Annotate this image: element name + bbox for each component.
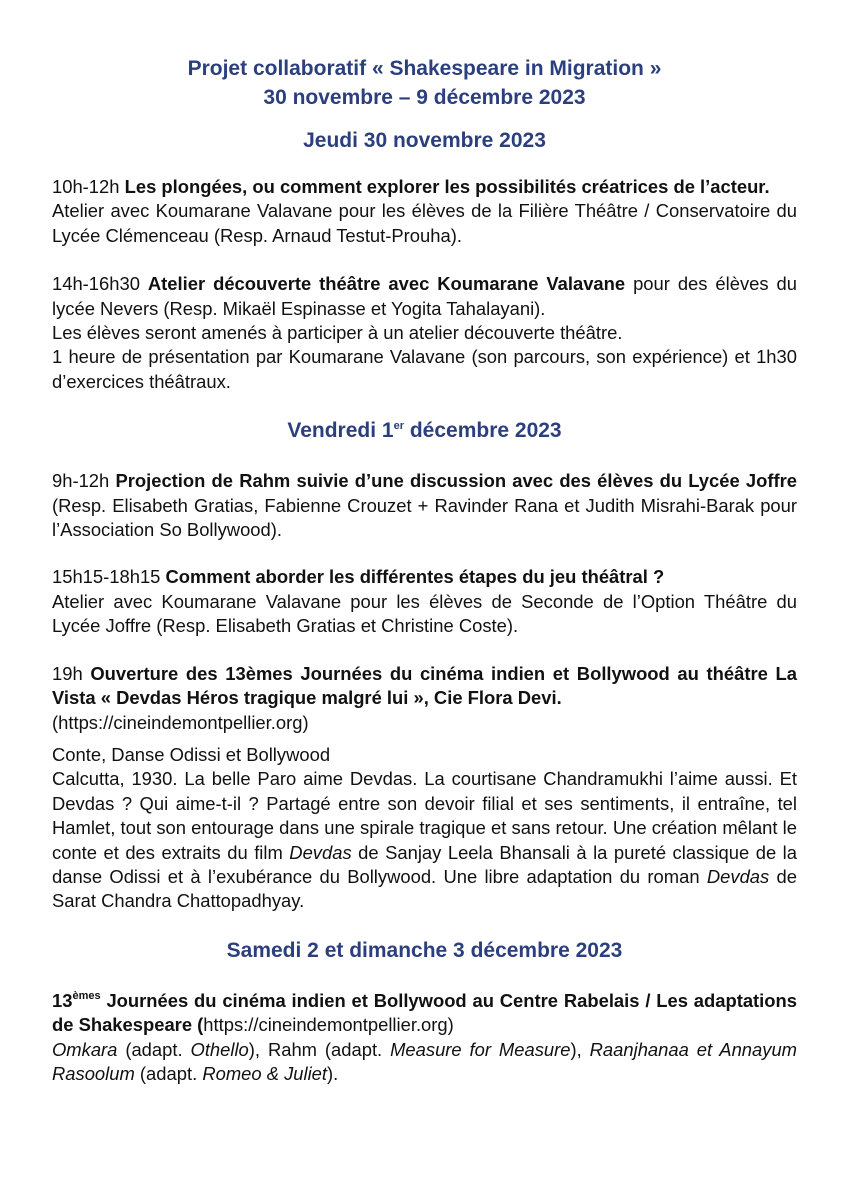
day-heading-thursday: Jeudi 30 novembre 2023	[303, 129, 546, 152]
website-link[interactable]: (https://cineindemontpellier.org)	[52, 711, 309, 733]
adaptation-note: ),	[570, 1038, 582, 1060]
event-thursday-morning	[52, 175, 797, 248]
play-title: Measure for Measure	[390, 1038, 571, 1060]
event-title: Comment aborder les différentes étapes du jeu théâtral ?	[165, 566, 665, 588]
event-description: Atelier avec Koumarane Valavane pour les élèves de Seconde de l’Option Théâtre du Lycée Joffre (Resp. Elisabeth Gratias et Christine Coste).	[52, 590, 797, 637]
adaptation-note: ), Rahm (adapt.	[248, 1038, 383, 1060]
event-friday-synopsis	[52, 743, 797, 914]
adaptation-note: (adapt.	[139, 1062, 198, 1084]
play-title: Romeo & Juliet	[202, 1062, 328, 1084]
event-title: Atelier découverte théâtre avec Koumarane Valavane	[147, 273, 626, 295]
event-thursday-afternoon	[52, 272, 797, 394]
event-detail: 1 heure de présentation par Koumarane Valavane (son parcours, son expérience) et 1h30 d’exercices théâtraux.	[52, 346, 797, 392]
event-title: Journées du cinéma indien et Bollywood au Centre Rabelais / Les adaptations de Shakespeare (	[52, 989, 797, 1036]
event-detail: Les élèves seront amenés à participer à un atelier découverte théâtre.	[52, 322, 623, 344]
ordinal-suffix: er	[393, 420, 404, 433]
event-friday-afternoon	[52, 565, 797, 638]
event-time: 10h-12h	[52, 176, 120, 197]
day-heading-text: décembre 2023	[409, 419, 562, 443]
document-header	[52, 0, 797, 112]
edition-number	[52, 990, 101, 1011]
show-genre: Conte, Danse Odissi et Bollywood	[52, 743, 331, 765]
synopsis-text: de Sanjay Leela Bhansali à la pureté classique de la danse Odissi et à l’exubérance du Bollywood. Une libre adaptation du roman	[52, 841, 797, 887]
film-title: Raanjhanaa et Annayum Rasoolum	[52, 1038, 797, 1084]
website-link[interactable]: https://cineindemontpellier.org)	[203, 1014, 454, 1036]
event-description: (Resp. Elisabeth Gratias, Fabienne Crouzet + Ravinder Rana et Judith Misrahi-Barak pour l’Association So Bollywood).	[52, 494, 797, 541]
event-description: pour des élèves du lycée Nevers (Resp. Mikaël Espinasse et Yogita Tahalayani).	[52, 273, 797, 319]
event-title: Les plongées, ou comment explorer les possibilités créatrices de l’acteur.	[124, 176, 770, 197]
event-description: Atelier avec Koumarane Valavane pour les élèves de la Filière Théâtre / Conservatoire du Lycée Clémenceau (Resp. Arnaud Testut-Prouha).	[52, 200, 797, 246]
synopsis-text: Calcutta, 1930. La belle Paro aime Devdas. La courtisane Chandramukhi l’aime aussi. Et Devdas ? Qui aime-t-il ? Partagé entre son devoir filial et ses sentiments, il entraîne, tel Hamlet, tout son entourage dans une spirale tragique et sans retour. Une création mêlant le conte et des extraits du film	[52, 768, 797, 863]
play-title: Othello	[190, 1038, 249, 1060]
day-heading-text: Vendredi 1	[287, 419, 394, 443]
event-time: 19h	[52, 662, 83, 684]
adaptation-note: (adapt.	[125, 1038, 183, 1060]
day-heading-weekend: Samedi 2 et dimanche 3 décembre 2023	[226, 938, 623, 962]
event-title: Ouverture des 13èmes Journées du cinéma indien et Bollywood au théâtre La Vista « Devdas Héros tragique malgré lui », Cie Flora Devi.	[52, 662, 797, 709]
event-time: 15h15-18h15	[52, 566, 161, 588]
novel-title: Devdas	[706, 865, 770, 887]
day-heading-friday	[52, 416, 797, 445]
event-friday-evening	[52, 662, 797, 735]
adaptation-note: ).	[327, 1062, 339, 1084]
event-time: 14h-16h30	[52, 273, 140, 295]
project-title: Projet collaboratif « Shakespeare in Migration »	[187, 57, 662, 80]
event-weekend-festival	[52, 989, 797, 1087]
synopsis-text: de Sarat Chandra Chattopadhyay.	[52, 865, 797, 912]
event-title: Projection de Rahm suivie d’une discussion avec des élèves du Lycée Joffre	[115, 470, 797, 492]
film-title: Omkara	[52, 1038, 118, 1060]
ordinal-suffix: èmes	[72, 989, 101, 1002]
event-friday-morning	[52, 469, 797, 542]
edition-number-text: 13	[52, 989, 73, 1011]
project-dates: 30 novembre – 9 décembre 2023	[263, 86, 586, 109]
event-time: 9h-12h	[52, 470, 110, 492]
film-title: Devdas	[289, 841, 352, 863]
